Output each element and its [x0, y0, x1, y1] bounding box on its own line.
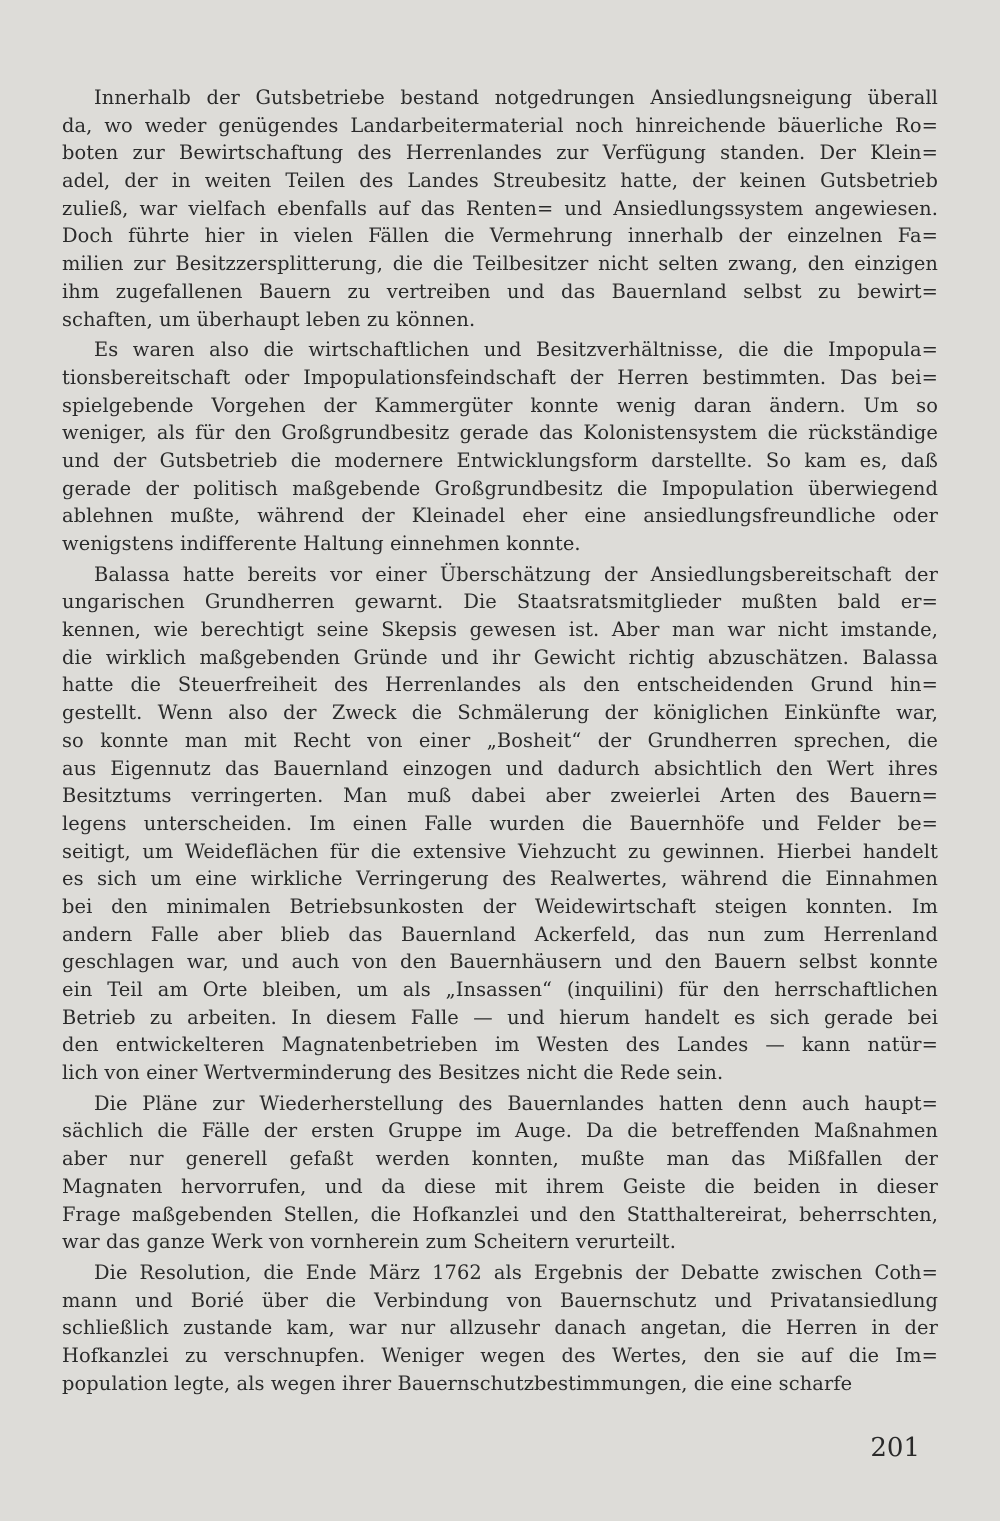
text-line: Es waren also die wirtschaftlichen und Besitzverhältnisse, die die Impopula= — [94, 338, 938, 362]
page-number: 201 — [870, 1433, 920, 1463]
text-line: spielgebende Vorgehen der Kammergüter konnte wenig daran ändern. Um so — [62, 393, 938, 417]
text-line: Balassa hatte bereits vor einer Überschätzung der Ansiedlungsbereitschaft der — [94, 562, 938, 586]
text-line: adel, der in weiten Teilen des Landes Streubesitz hatte, der keinen Gutsbetrieb — [62, 169, 938, 193]
text-line: bei den minimalen Betriebsunkosten der Weidewirtschaft steigen konnten. Im — [62, 894, 938, 918]
paragraph — [62, 84, 938, 333]
text-line: boten zur Bewirtschaftung des Herrenlandes zur Verfügung standen. Der Klein= — [62, 141, 938, 165]
text-line: population legte, als wegen ihrer Bauernschutzbestimmungen, die eine scharfe — [62, 1371, 853, 1395]
text-line: den entwickelteren Magnatenbetrieben im Westen des Landes — kann natür= — [62, 1033, 938, 1057]
text-line: Hofkanzlei zu verschnupfen. Weniger wegen des Wertes, den sie auf die Im= — [62, 1343, 938, 1367]
text-line: und der Gutsbetrieb die modernere Entwicklungsform darstellte. So kam es, daß — [62, 448, 938, 472]
text-line: mann und Borié über die Verbindung von Bauernschutz und Privatansiedlung — [62, 1288, 938, 1312]
text-line: ein Teil am Orte bleiben, um als „Insassen“ (inquilini) für den herrschaftlichen — [62, 978, 938, 1001]
text-line: Betrieb zu arbeiten. In diesem Falle — und hierum handelt es sich gerade bei — [62, 1005, 938, 1029]
text-line: Innerhalb der Gutsbetriebe bestand notgedrungen Ansiedlungsneigung überall — [94, 86, 938, 109]
text-line: ungarischen Grundherren gewarnt. Die Staatsratsmitglieder mußten bald er= — [62, 590, 938, 614]
text-line: Die Pläne zur Wiederherstellung des Bauernlandes hatten denn auch haupt= — [94, 1091, 938, 1115]
text-line: sächlich die Fälle der ersten Gruppe im Auge. Da die betreffenden Maßnahmen — [62, 1119, 938, 1143]
text-line: Frage maßgebenden Stellen, die Hofkanzlei und den Statthaltereirat, beherrschten, — [62, 1202, 938, 1226]
paragraph — [62, 561, 938, 1087]
text-line: weniger, als für den Großgrundbesitz gerade das Kolonistensystem die rückständige — [62, 421, 938, 445]
text-line: Magnaten hervorrufen, und da diese mit ihrem Geiste die beiden in dieser — [62, 1174, 938, 1198]
text-line: zuließ, war vielfach ebenfalls auf das Renten= und Ansiedlungssystem angewiesen. — [62, 196, 938, 220]
text-line: aus Eigennutz das Bauernland einzogen und dadurch absichtlich den Wert ihres — [62, 756, 938, 780]
text-line: war das ganze Werk von vornherein zum Scheitern verurteilt. — [62, 1230, 676, 1254]
text-line: gestellt. Wenn also der Zweck die Schmälerung der königlichen Einkünfte war, — [62, 701, 938, 725]
text-line: ablehnen mußte, während der Kleinadel eher eine ansiedlungsfreundliche oder — [62, 504, 938, 528]
text-line: lich von einer Wertverminderung des Besitzes nicht die Rede sein. — [62, 1061, 724, 1085]
text-line: schließlich zustande kam, war nur allzusehr danach angetan, die Herren in der — [62, 1316, 938, 1340]
text-line: da, wo weder genügendes Landarbeitermaterial noch hinreichende bäuerliche Ro= — [62, 113, 938, 137]
text-line: wenigstens indifferente Haltung einnehmen konnte. — [62, 532, 581, 555]
body-text — [62, 84, 938, 1397]
text-line: so konnte man mit Recht von einer „Bosheit“ der Grundherren sprechen, die — [62, 728, 938, 752]
text-line: Doch führte hier in vielen Fällen die Vermehrung innerhalb der einzelnen Fa= — [62, 224, 938, 248]
text-line: Die Resolution, die Ende März 1762 als Ergebnis der Debatte zwischen Coth= — [94, 1260, 938, 1284]
paragraph — [62, 336, 938, 558]
text-line: es sich um eine wirkliche Verringerung des Realwertes, während die Einnahmen — [62, 867, 938, 891]
text-line: hatte die Steuerfreiheit des Herrenlandes als den entscheidenden Grund hin= — [62, 673, 938, 697]
text-line: milien zur Besitzzersplitterung, die die Teilbesitzer nicht selten zwang, den einzigen — [62, 252, 938, 276]
text-line: die wirklich maßgebenden Gründe und ihr Gewicht richtig abzuschätzen. Balassa — [62, 645, 938, 669]
text-line: aber nur generell gefaßt werden konnten, mußte man das Mißfallen der — [62, 1147, 938, 1171]
text-line: andern Falle aber blieb das Bauernland Ackerfeld, das nun zum Herrenland — [62, 922, 938, 946]
text-line: gerade der politisch maßgebende Großgrundbesitz die Impopulation überwiegend — [62, 476, 938, 500]
text-line: tionsbereitschaft oder Impopulationsfeindschaft der Herren bestimmten. Das bei= — [62, 365, 938, 389]
text-line: ihm zugefallenen Bauern zu vertreiben und das Bauernland selbst zu bewirt= — [62, 279, 938, 303]
text-line: legens unterscheiden. Im einen Falle wurden die Bauernhöfe und Felder be= — [62, 811, 938, 835]
text-line: geschlagen war, und auch von den Bauernhäusern und den Bauern selbst konnte — [62, 950, 938, 974]
paragraph — [62, 1259, 938, 1397]
text-line: kennen, wie berechtigt seine Skepsis gewesen ist. Aber man war nicht imstande, — [62, 618, 938, 642]
text-line: Besitztums verringerten. Man muß dabei aber zweierlei Arten des Bauern= — [62, 784, 938, 808]
paragraph — [62, 1090, 938, 1256]
text-line: schaften, um überhaupt leben zu können. — [62, 307, 476, 331]
text-line: seitigt, um Weideflächen für die extensive Viehzucht zu gewinnen. Hierbei handelt — [62, 839, 938, 863]
